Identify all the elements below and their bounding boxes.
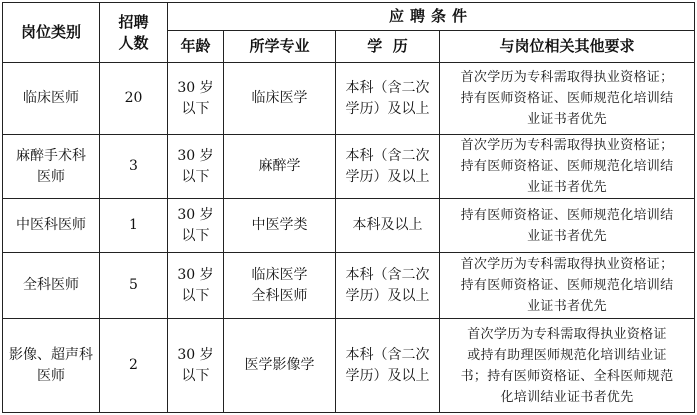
cell-position-line: 全科医师	[23, 277, 79, 293]
header-position: 岗位类别	[3, 3, 100, 63]
cell-count: 3	[100, 135, 168, 199]
cell-position-line: 医师	[37, 168, 65, 185]
header-count-line1: 招聘	[118, 12, 149, 31]
cell-requirements	[440, 135, 695, 199]
table-row	[3, 135, 695, 199]
cell-requirements-line: 首次学历为专科需取得执业资格证；	[460, 257, 674, 272]
cell-age	[168, 253, 224, 319]
header-age: 年龄	[168, 31, 224, 63]
cell-age-line: 以下	[181, 227, 210, 244]
cell-age	[168, 135, 224, 199]
cell-requirements-line: 书；持有医师资格证、全科医师规范	[460, 368, 674, 384]
cell-requirements-line: 首次学历为专科需取得执业资格证；	[460, 70, 674, 85]
cell-major-line: 麻醉学	[258, 158, 301, 174]
cell-requirements-line: 业证书者优先	[527, 228, 607, 244]
cell-education-line: 学历）及以上	[345, 168, 430, 185]
cell-age-line: 30 岁	[177, 79, 214, 96]
header-education: 学 历	[336, 31, 440, 63]
cell-count: 5	[100, 253, 168, 319]
header-major: 所学专业	[224, 31, 336, 63]
cell-requirements	[440, 319, 695, 413]
cell-education-line: 学历）及以上	[345, 367, 430, 384]
cell-education	[336, 135, 440, 199]
cell-education-line: 本科（含二次	[345, 79, 430, 96]
cell-education-line: 本科（含二次	[345, 346, 430, 363]
header-count-line2: 人数	[118, 33, 149, 52]
cell-position-line: 麻醉手术科	[16, 147, 86, 164]
cell-major-line: 医学影像学	[244, 357, 315, 373]
header-other-requirements: 与岗位相关其他要求	[440, 31, 695, 63]
cell-requirements-line: 持有医师资格证、医师规范化培训结	[460, 159, 674, 174]
cell-requirements-line: 首次学历为专科需取得执业资格证；	[460, 138, 674, 153]
table-row	[3, 319, 695, 413]
cell-education	[336, 199, 440, 253]
table-row	[3, 253, 695, 319]
cell-age-line: 30 岁	[177, 346, 214, 363]
cell-age-line: 以下	[181, 287, 210, 304]
header-count	[100, 3, 168, 63]
cell-major	[224, 199, 336, 253]
cell-count: 1	[100, 199, 168, 253]
cell-education-line: 本科（含二次	[345, 147, 430, 164]
cell-requirements	[440, 199, 695, 253]
header-conditions: 应聘条件	[168, 3, 695, 31]
cell-education-line: 学历）及以上	[345, 100, 430, 117]
cell-age	[168, 319, 224, 413]
cell-age-line: 30 岁	[177, 206, 214, 223]
cell-major-line: 中医学类	[251, 217, 308, 233]
cell-age-line: 以下	[181, 168, 210, 185]
cell-age	[168, 63, 224, 135]
cell-age-line: 以下	[181, 367, 210, 384]
cell-position	[3, 63, 100, 135]
cell-major	[224, 319, 336, 413]
cell-requirements-line: 首次学历为专科需取得执业资格证	[467, 326, 667, 342]
cell-position	[3, 319, 100, 413]
cell-major-line: 临床医学	[251, 266, 308, 283]
cell-education-line: 本科（含二次	[345, 266, 430, 283]
cell-position-line: 医师	[37, 367, 65, 384]
cell-position	[3, 253, 100, 319]
cell-requirements-line: 持有医师资格证、医师规范化培训结	[460, 278, 674, 293]
cell-position	[3, 199, 100, 253]
cell-major-line: 全科医师	[251, 287, 308, 304]
cell-requirements-line: 或持有助理医师规范化培训结业证	[467, 347, 667, 363]
cell-major	[224, 135, 336, 199]
cell-age	[168, 199, 224, 253]
cell-requirements-line: 持有医师资格证、医师规范化培训结	[460, 91, 674, 106]
cell-major	[224, 63, 336, 135]
cell-requirements-line: 业证书者优先	[527, 112, 607, 127]
cell-education	[336, 319, 440, 413]
cell-major-line: 临床医学	[251, 90, 308, 106]
cell-education-line: 学历）及以上	[345, 287, 430, 304]
cell-position-line: 影像、超声科	[9, 346, 93, 363]
cell-position-line: 临床医师	[23, 90, 79, 106]
cell-requirements-line: 业证书者优先	[527, 299, 607, 314]
cell-requirements-line: 化培训结业证书者优先	[500, 389, 634, 405]
cell-count: 20	[100, 63, 168, 135]
cell-requirements	[440, 63, 695, 135]
cell-requirements	[440, 253, 695, 319]
cell-education-line: 本科及以上	[352, 217, 423, 233]
cell-age-line: 30 岁	[177, 266, 214, 283]
cell-age-line: 30 岁	[177, 147, 214, 164]
cell-education	[336, 63, 440, 135]
cell-requirements-line: 业证书者优先	[527, 180, 607, 195]
cell-requirements-line: 持有医师资格证、医师规范化培训结	[460, 207, 674, 223]
cell-position-line: 中医科医师	[16, 217, 86, 233]
cell-age-line: 以下	[181, 100, 210, 117]
cell-major	[224, 253, 336, 319]
table-row	[3, 63, 695, 135]
cell-education	[336, 253, 440, 319]
recruitment-table	[2, 2, 695, 413]
cell-count: 2	[100, 319, 168, 413]
cell-position	[3, 135, 100, 199]
header-row-1	[3, 3, 695, 31]
table-row	[3, 199, 695, 253]
